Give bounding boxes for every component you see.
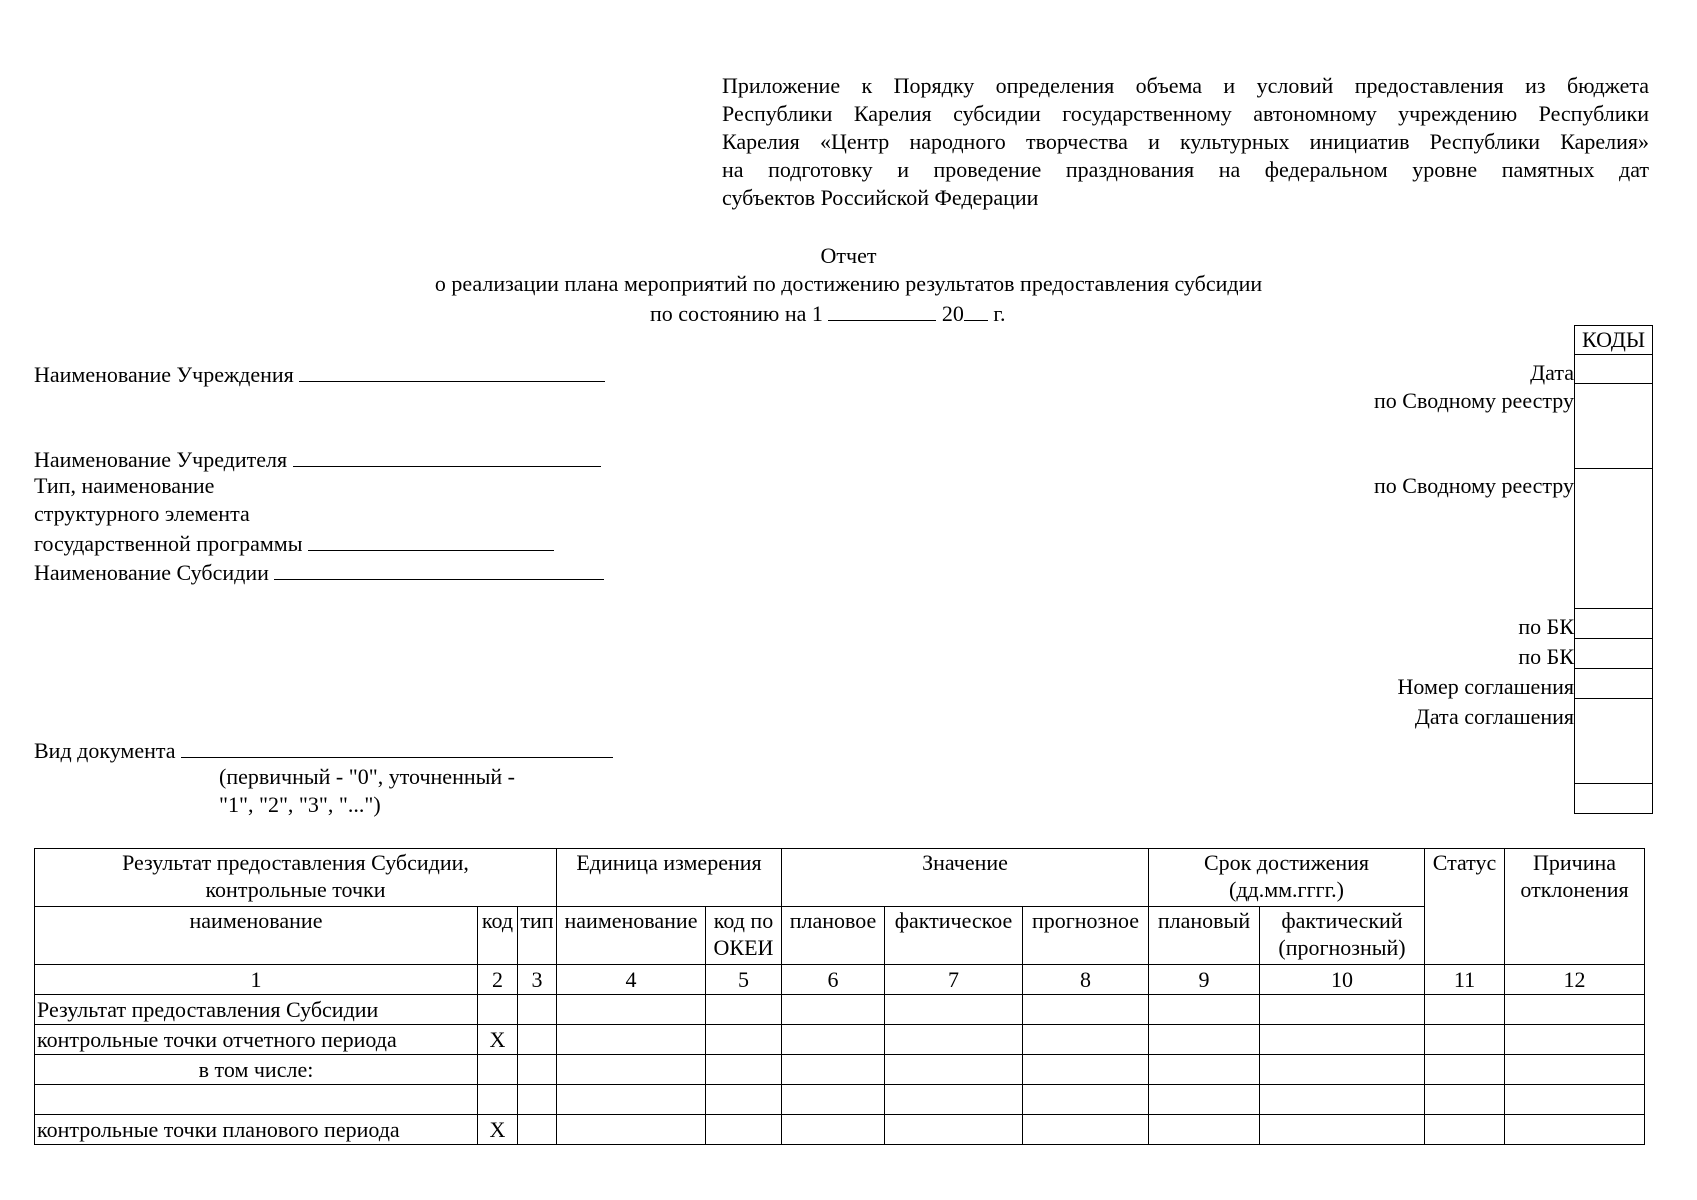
subsidy-label: Наименование Субсидии (34, 560, 269, 585)
subheader-fact-value: фактическое (885, 907, 1023, 965)
column-number: 2 (478, 965, 518, 995)
table-cell[interactable] (706, 1055, 782, 1085)
table-cell[interactable] (518, 1115, 557, 1145)
table-row (35, 995, 1645, 1025)
header-reason (1505, 849, 1645, 965)
header-reason-line2: отклонения (1520, 877, 1629, 902)
table-cell[interactable] (885, 1085, 1023, 1115)
subheader-term-fact (1260, 907, 1425, 965)
column-number: 5 (706, 965, 782, 995)
table-cell[interactable] (518, 995, 557, 1025)
table-cell[interactable] (885, 1025, 1023, 1055)
subheader-term-fact-line1: фактический (1281, 908, 1403, 933)
report-title: Отчет (820, 243, 877, 268)
table-cell[interactable] (1505, 1115, 1645, 1145)
header-term-line2: (дд.мм.гггг.) (1229, 877, 1344, 902)
code-cell-registry-2[interactable] (1574, 468, 1653, 609)
table-cell[interactable] (1505, 995, 1645, 1025)
founder-field (34, 444, 601, 474)
doc-type-hint-1: (первичный - "0", уточненный - (219, 764, 515, 789)
row-name: в том числе: (35, 1055, 478, 1085)
table-cell[interactable] (885, 995, 1023, 1025)
subsidy-field (34, 557, 604, 587)
column-number: 6 (782, 965, 885, 995)
table-cell[interactable] (518, 1055, 557, 1085)
row-code[interactable] (478, 1085, 518, 1115)
date-prefix: по состоянию на 1 (650, 301, 823, 326)
code-label-registry-1: по Сводному реестру (1374, 388, 1574, 413)
row-name: Результат предоставления Субсидии (35, 995, 478, 1025)
table-cell[interactable] (706, 995, 782, 1025)
table-cell[interactable] (518, 1025, 557, 1055)
column-number: 9 (1149, 965, 1260, 995)
table-cell[interactable] (1425, 1115, 1505, 1145)
header-result-line2: контрольные точки (205, 877, 386, 902)
table-row (35, 1115, 1645, 1145)
appendix-line: субъектов Российской Федерации (722, 185, 1039, 210)
header-reason-line1: Причина (1532, 850, 1617, 875)
table-cell[interactable] (557, 1055, 706, 1085)
table-cell[interactable] (1023, 1025, 1149, 1055)
table-cell[interactable] (1149, 1085, 1260, 1115)
appendix-line: на подготовку и проведение празднования на федеральном уровне памятных дат (722, 157, 1649, 182)
doc-type-label: Вид документа (34, 738, 176, 763)
table-cell[interactable] (1260, 995, 1425, 1025)
row-code: Х (478, 1115, 518, 1145)
table-cell[interactable] (1023, 995, 1149, 1025)
column-number: 4 (557, 965, 706, 995)
table-cell[interactable] (885, 1115, 1023, 1145)
column-number: 11 (1425, 965, 1505, 995)
table-cell[interactable] (1260, 1085, 1425, 1115)
codes-box (1574, 325, 1653, 820)
table-cell[interactable] (1149, 1025, 1260, 1055)
table-cell[interactable] (782, 1055, 885, 1085)
column-number: 8 (1023, 965, 1149, 995)
table-cell[interactable] (782, 1115, 885, 1145)
institution-field (34, 359, 605, 389)
code-label-bk-2: по БК (1518, 644, 1574, 669)
header-value: Значение (782, 849, 1149, 907)
table-cell[interactable] (1505, 1085, 1645, 1115)
appendix-line: Республики Карелия субсидии государственному автономному учреждению Республики (722, 101, 1649, 126)
code-label-registry-2: по Сводному реестру (1374, 473, 1574, 498)
code-cell-agreement-date[interactable] (1574, 698, 1653, 784)
founder-input[interactable] (293, 444, 601, 467)
table-cell[interactable] (1260, 1055, 1425, 1085)
appendix-line: Карелия «Центр народного творчества и культурных инициатив Республики Карелия» (722, 129, 1649, 154)
row-name[interactable] (35, 1085, 478, 1115)
table-cell[interactable] (706, 1025, 782, 1055)
appendix-line: Приложение к Порядку определения объема и условий предоставления из бюджета (722, 73, 1649, 98)
table-cell[interactable] (706, 1115, 782, 1145)
institution-label: Наименование Учреждения (34, 362, 294, 387)
table-cell[interactable] (1505, 1025, 1645, 1055)
code-label-agreement-no: Номер соглашения (1397, 674, 1574, 699)
header-result-line1: Результат предоставления Субсидии, (122, 850, 469, 875)
header-unit: Единица измерения (557, 849, 782, 907)
table-cell[interactable] (557, 1025, 706, 1055)
table-cell[interactable] (706, 1085, 782, 1115)
table-row (35, 1085, 1645, 1115)
code-cell-date[interactable] (1574, 354, 1653, 384)
row-name: контрольные точки планового периода (35, 1115, 478, 1145)
subheader-plan-value: плановое (782, 907, 885, 965)
doc-type-hint-2: "1", "2", "3", "...") (219, 792, 381, 817)
header-result (35, 849, 557, 907)
institution-input[interactable] (299, 359, 605, 382)
subheader-type: тип (518, 907, 557, 965)
date-year-blank[interactable] (964, 298, 988, 321)
report-table (34, 848, 1645, 1145)
table-cell[interactable] (1023, 1085, 1149, 1115)
program-label-3: государственной программы (34, 531, 303, 556)
program-label-2: структурного элемента (34, 501, 250, 526)
subheader-unit-name: наименование (557, 907, 706, 965)
table-cell[interactable] (1425, 1085, 1505, 1115)
code-cell-doc-type[interactable] (1574, 783, 1653, 814)
report-subtitle: о реализации плана мероприятий по достижению результатов предоставления субсидии (434, 271, 1263, 296)
doc-type-input[interactable] (181, 735, 613, 758)
table-cell[interactable] (782, 995, 885, 1025)
appendix-note (722, 72, 1649, 212)
subheader-forecast-value: прогнозное (1023, 907, 1149, 965)
table-row (35, 1025, 1645, 1055)
table-cell[interactable] (1505, 1055, 1645, 1085)
row-code (478, 995, 518, 1025)
column-number: 3 (518, 965, 557, 995)
table-cell[interactable] (1260, 1115, 1425, 1145)
program-input[interactable] (308, 528, 554, 551)
table-cell[interactable] (1149, 995, 1260, 1025)
table-cell[interactable] (557, 1115, 706, 1145)
column-number: 10 (1260, 965, 1425, 995)
row-code: Х (478, 1025, 518, 1055)
header-status: Статус (1425, 849, 1505, 965)
table-cell[interactable] (885, 1055, 1023, 1085)
date-suffix: г. (993, 301, 1006, 326)
column-number: 12 (1505, 965, 1645, 995)
code-cell-registry-1[interactable] (1574, 383, 1653, 469)
code-label-date: Дата (1530, 360, 1574, 385)
subheader-term-plan: плановый (1149, 907, 1260, 965)
table-cell[interactable] (518, 1085, 557, 1115)
subheader-okei-line2: ОКЕИ (713, 935, 774, 960)
subheader-okei-line1: код по (713, 908, 774, 933)
column-number-row (35, 965, 1645, 995)
code-cell-bk-2[interactable] (1574, 638, 1653, 669)
subsidy-input[interactable] (274, 557, 604, 580)
program-label-1: Тип, наименование (34, 473, 215, 498)
date-month-blank[interactable] (828, 298, 936, 321)
table-cell[interactable] (1260, 1025, 1425, 1055)
program-field (34, 528, 554, 558)
table-cell[interactable] (782, 1085, 885, 1115)
table-cell[interactable] (1023, 1115, 1149, 1145)
table-cell[interactable] (557, 995, 706, 1025)
report-date-line (650, 298, 1005, 328)
table-row (35, 1055, 1645, 1085)
codes-header: КОДЫ (1574, 325, 1653, 355)
code-cell-agreement-no[interactable] (1574, 668, 1653, 699)
code-label-bk-1: по БК (1518, 614, 1574, 639)
table-cell[interactable] (1425, 995, 1505, 1025)
doc-type-field (34, 735, 613, 765)
code-cell-bk-1[interactable] (1574, 608, 1653, 639)
subheader-term-fact-line2: (прогнозный) (1278, 935, 1406, 960)
subheader-okei (706, 907, 782, 965)
row-name: контрольные точки отчетного периода (35, 1025, 478, 1055)
code-label-agreement-date: Дата соглашения (1414, 704, 1574, 729)
date-year-prefix: 20 (941, 301, 964, 326)
column-number: 1 (35, 965, 478, 995)
table-cell[interactable] (1425, 1055, 1505, 1085)
subheader-code: код (478, 907, 518, 965)
founder-label: Наименование Учредителя (34, 447, 288, 472)
header-term (1149, 849, 1425, 907)
subheader-name: наименование (35, 907, 478, 965)
table-cell[interactable] (1023, 1055, 1149, 1085)
table-cell[interactable] (557, 1085, 706, 1115)
row-code (478, 1055, 518, 1085)
column-number: 7 (885, 965, 1023, 995)
table-cell[interactable] (782, 1025, 885, 1055)
header-term-line1: Срок достижения (1203, 850, 1370, 875)
table-cell[interactable] (1149, 1055, 1260, 1085)
table-cell[interactable] (1425, 1025, 1505, 1055)
table-cell[interactable] (1149, 1115, 1260, 1145)
